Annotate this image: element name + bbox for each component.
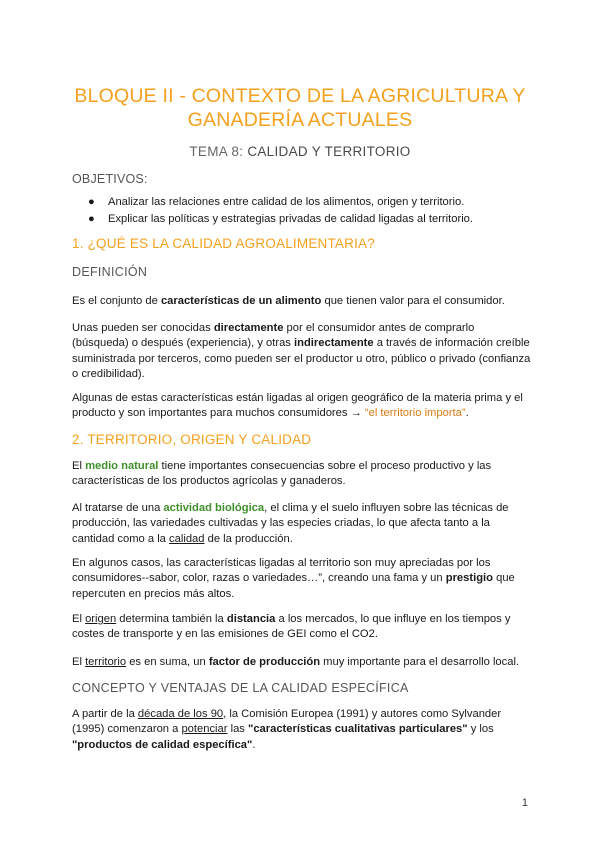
text: que repercuten en precios más altos. [72, 572, 515, 600]
underlined-text: potenciar [181, 723, 228, 736]
subtitle-main: CALIDAD Y TERRITORIO [247, 144, 411, 159]
document-subtitle [0, 144, 600, 159]
list-item [72, 194, 473, 211]
paragraph [72, 655, 532, 670]
highlight-quote: “el territorio importa” [364, 407, 466, 420]
green-text: actividad biológica [163, 502, 265, 514]
document-title [30, 84, 570, 132]
section-2-heading: 2. TERRITORIO, ORIGEN Y CALIDAD [72, 432, 312, 447]
bold-text: prestigio [445, 572, 493, 585]
text: tiene importantes consecuencias sobre el proceso productivo y las características de los productos agrícolas y ganaderos. [72, 460, 492, 488]
text: a los mercados, lo que influye en los tiempos y costes de transporte y en las emisiones de GEI como el CO2. [72, 613, 511, 641]
underlined-text: calidad [169, 532, 205, 545]
bold-text: distancia [226, 613, 276, 625]
bold-text: factor de producción [208, 656, 321, 668]
text: El [72, 613, 86, 625]
text: a través de información creíble suministrada por terceros, como pueden ser el productor u otro, público o privado (confianza o credibilidad). [72, 337, 531, 380]
text: Unas pueden ser conocidas [72, 322, 214, 334]
paragraph [72, 321, 532, 382]
bullet-icon: ● [88, 213, 95, 225]
objectives-list [72, 194, 473, 228]
title-line-1: BLOQUE II - CONTEXTO DE LA AGRICULTURA Y [74, 85, 526, 107]
text: El [72, 460, 86, 472]
specific-quality-subheading: CONCEPTO Y VENTAJAS DE LA CALIDAD ESPECÍFICA [72, 681, 409, 695]
text: y los [467, 723, 494, 736]
text: muy importante para el desarrollo local. [320, 656, 520, 668]
paragraph [72, 459, 532, 490]
subtitle-prefix: TEMA 8: [189, 144, 248, 159]
text: , el clima y el suelo influyen sobre las técnicas de producción, las variedades cultivadas y las especies criadas, lo que afecta tanto a la cantidad como a la [72, 502, 509, 545]
paragraph [72, 556, 532, 602]
section-1-heading: 1. ¿QUÉ ES LA CALIDAD AGROALIMENTARIA? [72, 236, 375, 251]
list-item [72, 211, 473, 228]
paragraph [72, 501, 532, 547]
paragraph [72, 391, 532, 422]
paragraph [72, 707, 532, 753]
text: A partir de la [72, 708, 138, 720]
page-number: 1 [521, 797, 528, 809]
text: de la producción. [204, 532, 293, 545]
bold-text: directamente [213, 322, 284, 334]
text: . [252, 738, 256, 751]
underlined-text: década de los 90 [137, 708, 224, 720]
definition-subheading: DEFINICIÓN [72, 265, 148, 279]
bold-text: "productos de calidad específica" [72, 738, 253, 751]
paragraph [72, 612, 532, 643]
green-text: medio natural [85, 460, 159, 472]
text: En algunos casos, las características ligadas al territorio son muy apreciadas por los consumidores--sabor, color, razas o variedades…”, creando una fama y un [72, 557, 491, 585]
bold-text: "características cualitativas particulares" [248, 723, 468, 736]
text: las [227, 723, 249, 736]
text: determina también la [116, 613, 227, 625]
bold-text: indirectamente [294, 337, 374, 350]
paragraph [72, 294, 532, 309]
text: Al tratarse de una [72, 502, 164, 514]
text: por el consumidor antes de comprarlo (búsqueda) o después (experiencia), y otras [72, 322, 475, 350]
text: que tienen valor para el consumidor. [321, 295, 505, 307]
bullet-icon: ● [88, 196, 95, 208]
text: . [465, 407, 469, 420]
text: es en suma, un [126, 656, 209, 668]
underlined-text: territorio [85, 656, 127, 668]
bold-text: características de un alimento [160, 295, 322, 307]
title-line-2: GANADERÍA ACTUALES [187, 109, 413, 131]
text: , la Comisión Europea (1991) y autores como Sylvander (1995) comenzaron a [72, 708, 502, 736]
text: El [72, 656, 86, 668]
objectives-label: OBJETIVOS: [72, 172, 148, 186]
objective-text: Analizar las relaciones entre calidad de los alimentos, origen y territorio. [108, 196, 465, 208]
text: Es el conjunto de [72, 295, 161, 307]
objective-text: Explicar las políticas y estrategias privadas de calidad ligadas al territorio. [108, 213, 474, 225]
text: Algunas de estas características están ligadas al origen geográfico de la materia prima y el producto y son importantes para muchos consumidores → [72, 392, 523, 420]
underlined-text: origen [85, 613, 117, 625]
